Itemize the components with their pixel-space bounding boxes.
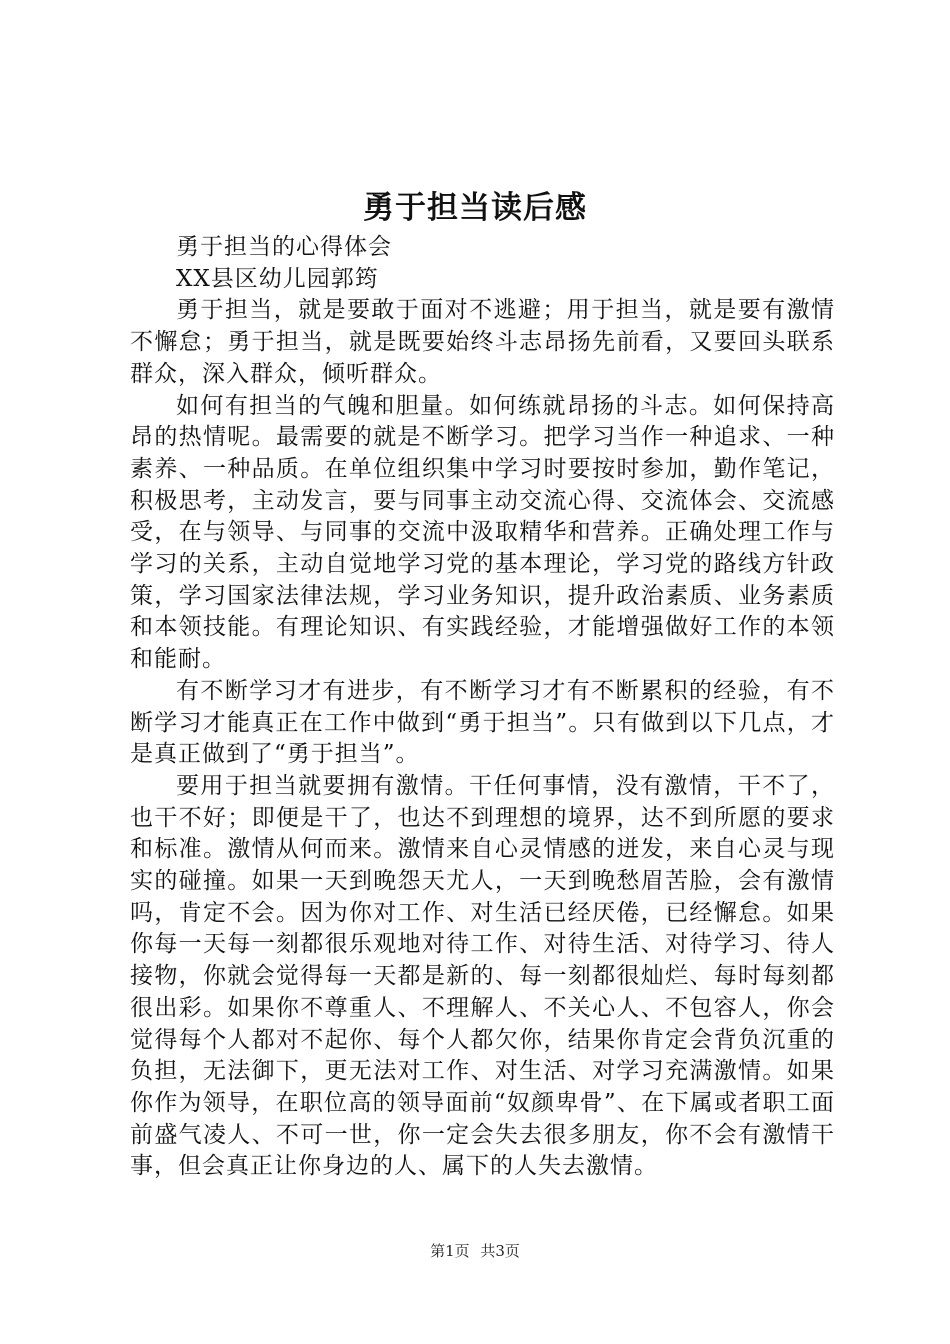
paragraph: 如何有担当的气魄和胆量。如何练就昂扬的斗志。如何保持高昂的热情呢。最需要的就是不断学习。把学习当作一种追求、一种素养、一种品质。在单位组织集中学习时要按时参加，勤作笔记，积极思考，主动发言，要与同事主动交流心得、交流体会、交流感受，在与领导、与同事的交流中汲取精华和营养。正确处理工作与学习的关系，主动自觉地学习党的基本理论，学习党的路线方针政策，学习国家法律法规，学习业务知识，提升政治素质、业务素质和本领技能。有理论知识、有实践经验，才能增强做好工作的本领和能耐。: [130, 392, 835, 673]
page-number-total: 共3页: [480, 1242, 520, 1260]
paragraph-author: XX县区幼儿园郭筠: [176, 265, 379, 292]
paragraph: 勇于担当，就是要敢于面对不逃避；用于担当，就是要有激情不懈怠；勇于担当，就是既要始终斗志昂扬先前看，又要回头联系群众，深入群众，倾听群众。: [130, 297, 835, 387]
paragraph-subtitle: 勇于担当的心得体会: [176, 234, 392, 260]
paragraph: 有不断学习才有进步，有不断学习才有不断累积的经验，有不断学习才能真正在工作中做到“勇于担当”。只有做到以下几点，才是真正做到了“勇于担当”。: [130, 677, 835, 768]
document-body: [130, 232, 835, 1183]
page-footer: [0, 1240, 950, 1262]
paragraph: 要用于担当就要拥有激情。干任何事情，没有激情，干不了，也干不好；即便是干了，也达不到理想的境界，达不到所愿的要求和标准。激情从何而来。激情来自心灵情感的迸发，来自心灵与现实的碰撞。如果一天到晚怨天尤人，一天到晚愁眉苦脸，会有激情吗，肯定不会。因为你对工作、对生活已经厌倦，已经懈怠。如果你每一天每一刻都很乐观地对待工作、对待生活、对待学习、待人接物，你就会觉得每一天都是新的、每一刻都很灿烂、每时每刻都很出彩。如果你不尊重人、不理解人、不关心人、不包容人，你会觉得每个人都对不起你、每个人都欠你，结果你肯定会背负沉重的负担，无法御下，更无法对工作、对生活、对学习充满激情。如果你作为领导，在职位高的领导面前“奴颜卑骨”、在下属或者职工面前盛气凌人、不可一世，你一定会失去很多朋友，你不会有激情干事，但会真正让你身边的人、属下的人失去激情。: [130, 772, 835, 1180]
page-number-current: 第1页: [430, 1242, 470, 1260]
document-title: 勇于担当读后感: [363, 190, 587, 226]
